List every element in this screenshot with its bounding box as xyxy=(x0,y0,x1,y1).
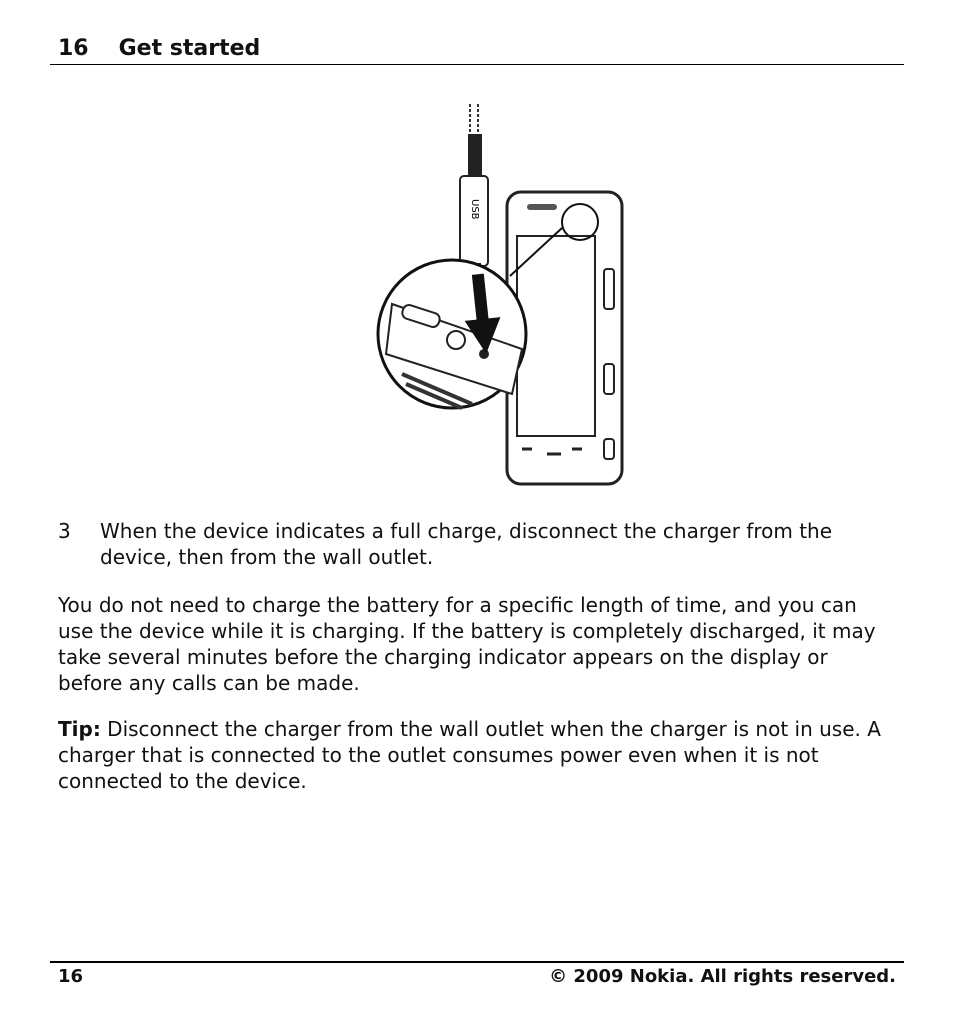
step-text: When the device indicates a full charge, disconnect the charger from the device, then from the wall outlet. xyxy=(100,519,833,569)
tip-paragraph xyxy=(58,716,898,794)
footer-page-number: 16 xyxy=(58,966,84,987)
header-section-title: Get started xyxy=(118,36,261,61)
footer-copyright: © 2009 Nokia. All rights reserved. xyxy=(549,966,896,987)
tip-text: Disconnect the charger from the wall outlet when the charger is not in use. A charger that is connected to the outlet consumes power even when it is not connected to the device. xyxy=(58,717,881,793)
phone-charging-illustration-icon xyxy=(372,104,632,494)
header-page-number: 16 xyxy=(58,36,89,61)
page-header xyxy=(58,36,260,61)
tip-label: Tip: xyxy=(58,717,101,741)
step-number: 3 xyxy=(58,519,71,543)
step-item xyxy=(58,518,898,570)
footer-divider xyxy=(50,961,904,963)
header-divider xyxy=(50,64,904,65)
plug-label: USB xyxy=(469,199,480,220)
body-paragraph: You do not need to charge the battery for a specific length of time, and you can use the device while it is charging. If the battery is completely discharged, it may take several minutes before the charging indicator appears on the display or before any calls can be made. xyxy=(58,593,876,695)
